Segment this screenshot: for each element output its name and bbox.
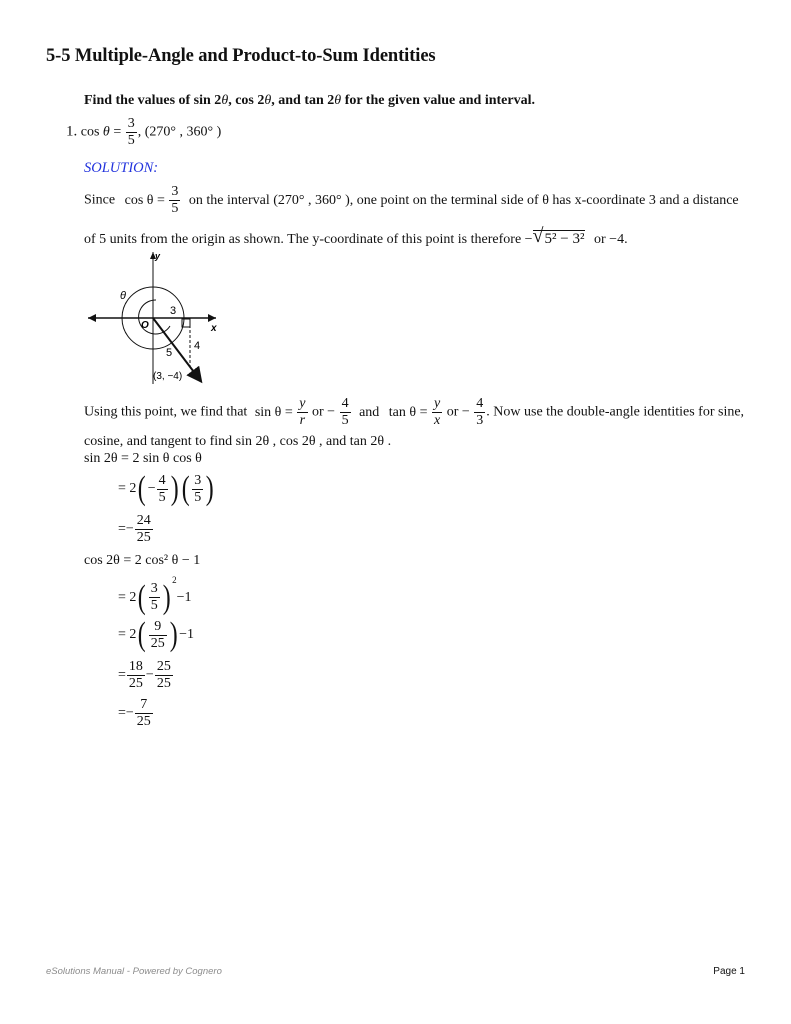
diagram-origin-label: O (141, 320, 149, 331)
cos-result-den: 25 (136, 714, 151, 729)
cos-sub-den: 5 (150, 598, 158, 614)
since-line (84, 185, 739, 216)
sin-lhs: sin θ = (254, 404, 293, 420)
x-axis-left-arrow (88, 314, 96, 322)
cos-common-denominator (118, 660, 174, 691)
cos-cd-den1: 25 (128, 676, 143, 691)
x-axis-right-arrow (208, 314, 216, 322)
radicand: 5² − 3² (544, 231, 585, 247)
diagram-side-4: 4 (194, 340, 201, 352)
sin-sub-pre: = 2 (118, 481, 137, 497)
sin-or: or − (312, 404, 336, 420)
line2-text: of 5 units from the origin as shown. The y-coordinate of this point is therefore − (84, 232, 533, 247)
tan-num2: 4 (476, 396, 484, 411)
cos-cd-num2: 25 (156, 659, 171, 674)
cos-square (118, 618, 194, 652)
cos-sub-minus-one: −1 (176, 590, 192, 605)
problem-number: 1. (66, 123, 78, 140)
tan-den1: x (434, 413, 441, 428)
instr-sep2: , and tan 2 (271, 93, 335, 108)
paren-close-3: ) (162, 578, 171, 616)
sin-sub-den1: 5 (158, 489, 166, 505)
problem-den: 5 (127, 133, 135, 148)
since-rest: on the interval (270° , 360° ), one point on the terminal side of θ has x-coordinate 3 and a distance (188, 192, 739, 208)
footer-page-number: Page 1 (713, 966, 745, 977)
problem-cos: cos (80, 124, 100, 140)
sin-num2: 4 (341, 396, 349, 411)
eq-two: = 2 (118, 590, 137, 605)
cos-cd-frac-1 (127, 660, 145, 691)
using-end: . Now use the double-angle identities for sine, (486, 404, 745, 420)
problem-num: 3 (127, 116, 135, 131)
cos-cd-frac-2 (155, 660, 173, 691)
instr-prefix: Find the values of sin 2 (84, 93, 222, 108)
problem-eq: = (113, 124, 122, 140)
cos-cd-num1: 18 (128, 659, 143, 674)
diagram-point-label: (3, −4) (153, 371, 183, 382)
tan-lhs: tan θ = (388, 404, 428, 420)
cos-square-frac (149, 620, 167, 651)
since-num: 3 (171, 184, 179, 199)
radical: √ 5² − 3² (532, 225, 585, 247)
line2-end: or −4. (594, 232, 628, 247)
sin-den1: r (299, 413, 306, 428)
using-text: Using this point, we find that (84, 404, 248, 420)
instructions (84, 93, 535, 109)
sin-den2: 5 (341, 413, 349, 428)
sin-result-frac (135, 514, 153, 545)
tan-num1: y (434, 396, 441, 411)
eq-minus-d: =− (118, 705, 134, 721)
cos-square-num: 9 (149, 620, 167, 636)
cos-result-num: 7 (135, 698, 153, 714)
sin-frac-2 (340, 397, 351, 428)
tan-frac-1 (432, 397, 442, 428)
paren-open-1: ( (138, 470, 147, 507)
instr-suffix: for the given value and interval. (341, 93, 535, 108)
cos-identity: cos 2θ = 2 cos² θ − 1 (84, 553, 201, 568)
sin-result-num: 24 (136, 513, 151, 528)
diagram-y-label: y (155, 251, 161, 261)
and-text: and (359, 404, 380, 420)
paren-open-2: ( (181, 470, 190, 507)
paren-close-2: ) (205, 470, 214, 507)
diagram-side-3: 3 (170, 305, 177, 317)
minus-sign-c: − (145, 667, 154, 683)
tan-frac-2 (474, 397, 485, 428)
eq-sign-c: = (118, 667, 126, 683)
since-cos: cos θ = (124, 192, 165, 208)
sin-num1: y (299, 396, 306, 411)
instr-theta-3: θ (334, 93, 342, 108)
tan-den2: 3 (476, 413, 484, 428)
diagram-x-label: x (211, 323, 217, 334)
sin-sub-frac-2 (192, 474, 203, 505)
cos-square-minus-one: −1 (179, 627, 194, 643)
instr-theta-1: θ (221, 93, 229, 108)
eq-minus: =− (118, 521, 134, 537)
sin-identity: sin 2θ = 2 sin θ cos θ (84, 451, 202, 466)
solution-label: SOLUTION: (84, 160, 159, 176)
line-4: cosine, and tangent to find sin 2θ , cos 2θ , and tan 2θ . (84, 434, 392, 449)
using-line (84, 397, 744, 428)
paren-close-1: ) (170, 470, 179, 507)
tan-or: or − (446, 404, 470, 420)
sin-sub-num2: 3 (194, 472, 202, 488)
diagram-theta-label: θ (120, 290, 126, 302)
minus-sign: − (147, 481, 156, 497)
diagram-side-5: 5 (166, 347, 173, 359)
problem-fraction (126, 117, 137, 148)
cos-sub-exponent: 2 (172, 575, 177, 585)
problem-interval: , (270° , 360° ) (137, 124, 222, 140)
sin-sub-den2: 5 (194, 489, 202, 505)
cos-cd-den2: 25 (156, 676, 171, 691)
instr-sep1: , cos 2 (228, 93, 265, 108)
paren-open-4: ( (138, 616, 147, 653)
paren-open-3: ( (138, 578, 147, 616)
sin-substitution (118, 472, 216, 506)
since-text: Since (84, 192, 116, 208)
cos-sub-num: 3 (150, 581, 158, 597)
instr-theta-2: θ (264, 93, 272, 108)
sin-sub-num1: 4 (158, 472, 166, 488)
cos-square-den: 25 (150, 635, 165, 651)
eq-two-b: = 2 (118, 627, 137, 643)
sin-sub-frac-1 (157, 474, 168, 505)
paren-close-4: ) (169, 616, 178, 653)
cos-result-frac (135, 698, 153, 729)
sin-result (118, 514, 154, 545)
terminal-side-diagram (86, 248, 226, 388)
sin-frac-1 (297, 397, 307, 428)
sin-result-den: 25 (136, 530, 151, 545)
since-fraction (169, 185, 180, 216)
footer-publisher: eSolutions Manual - Powered by Cognero (46, 966, 222, 977)
problem-statement (66, 117, 221, 148)
line-2 (84, 225, 628, 248)
since-den: 5 (171, 201, 179, 216)
cos-result (118, 698, 154, 729)
page-title: 5-5 Multiple-Angle and Product-to-Sum Identities (46, 46, 436, 66)
cos-sub-frac (149, 582, 160, 613)
cos-substitution (118, 575, 191, 615)
problem-theta: θ (102, 124, 110, 140)
